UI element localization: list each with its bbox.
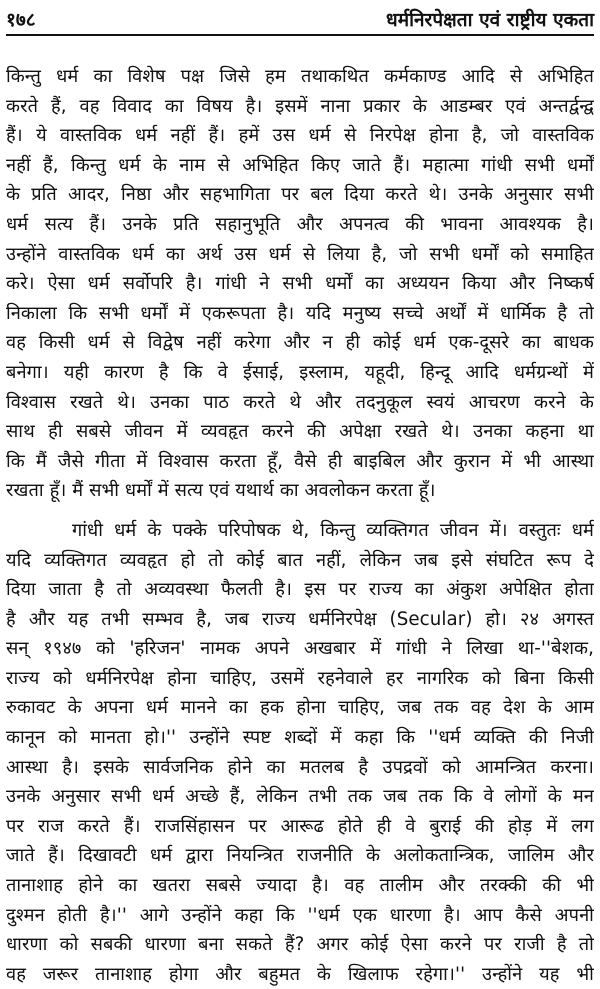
page-header: [6, 4, 594, 36]
text-line: धारणा को सबकी धारणा बना सकते हैं? अगर कोई ऐसा करने पर राजी है तो: [6, 934, 594, 956]
text-line: करते हैं, वह विवाद का विषय है। इसमें नाना प्रकार के आडम्बर एवं अन्तर्द्वन्द्व: [6, 95, 594, 117]
text-line: कानून को मानता हो।'' उन्होंने स्पष्ट शब्दों में कहा कि ''धर्म व्यक्ति की निजी: [6, 727, 594, 749]
text-line: कि मैं जैसे गीता में विश्वास करता हूँ, वैसे ही बाइबिल और कुरान में भी आस्था: [6, 450, 594, 472]
text-line: निकाला कि सभी धर्मों में एकरूपता है। यदि मनुष्य सच्चे अर्थों में धार्मिक है तो: [6, 302, 594, 324]
text-line: तानाशाह होने का खतरा सबसे ज्यादा है। वह तालीम और तरक्की की भी: [6, 875, 594, 897]
running-title: धर्मनिरपेक्षता एवं राष्ट्रीय एकता: [386, 9, 594, 31]
text-line: दुश्मन होती है।'' आगे उन्होंने कहा कि ''धर्म एक धारणा है। आप कैसे अपनी: [6, 904, 594, 926]
page-number: १७८: [6, 9, 36, 31]
text-line: उनके अनुसार सभी धर्म अच्छे हैं, लेकिन तभी तक जब तक कि वे लोगों के मन: [6, 786, 594, 808]
body-text: [6, 62, 594, 989]
text-line: वह किसी धर्म से विद्वेष नहीं करेगा और न ही कोई धर्म एक-दूसरे का बाधक: [6, 332, 594, 354]
text-line: गांधी धर्म के पक्के परिपोषक थे, किन्तु व्यक्तिगत जीवन में। वस्तुतः धर्म: [72, 519, 594, 541]
text-line: उन्होंने वास्तविक धर्म का अर्थ उस धर्म से लिया है, जो सभी धर्मों को समाहित: [6, 243, 594, 265]
text-line: यदि व्यक्तिगत व्यवहृत हो तो कोई बात नहीं, लेकिन जब इसे संघटित रूप दे: [6, 549, 594, 571]
text-line: आस्था है। इसके सार्वजनिक होने का मतलब है उपद्रवों को आमन्त्रित करना।: [6, 756, 594, 778]
text-line: बनेगा। यही कारण है कि वे ईसाई, इस्लाम, यहूदी, हिन्दू आदि धर्मग्रन्थों में: [6, 361, 594, 383]
text-line: करे। ऐसा धर्म सर्वोपरि है। गांधी ने सभी धर्मों का अध्ययन किया और निष्कर्ष: [6, 273, 594, 295]
text-line: साथ ही सबसे जीवन में व्यवहृत करने की अपेक्षा रखते थे। उनका कहना था: [6, 421, 594, 443]
text-line: जाते हैं। दिखावटी धर्म द्वारा नियन्त्रित राजनीति के अलोकतान्त्रिक, जालिम और: [6, 845, 594, 867]
text-line: के प्रति आदर, निष्ठा और सहभागिता पर बल दिया करते थे। उनके अनुसार सभी: [6, 184, 594, 206]
text-line: किन्तु धर्म का विशेष पक्ष जिसे हम तथाकथित कर्मकाण्ड आदि से अभिहित: [6, 66, 594, 87]
text-line: रुकावट के अपना धर्म मानने का हक होना चाहिए, जब तक वह देश के आम: [6, 697, 594, 719]
text-line: राज्य को धर्मनिरपेक्ष होना चाहिए, उसमें रहनेवाले हर नागरिक को बिना किसी: [6, 667, 594, 689]
paragraph-2: [6, 516, 594, 989]
paragraph-1: [6, 62, 594, 506]
text-line: वह जरूर तानाशाह होगा और बहुमत के खिलाफ रहेगा।'' उन्होंने यह भी: [6, 963, 594, 985]
text-line: धर्म सत्य हैं। उनके प्रति सहानुभूति और अपनत्व की भावना आवश्यक है।: [6, 213, 594, 235]
text-line: रखता हूँ। मैं सभी धर्मों में सत्य एवं यथार्थ का अवलोकन करता हूँ।: [6, 480, 436, 502]
text-line: दिया जाता है तो अव्यवस्था फैलती है। इस पर राज्य का अंकुश अपेक्षित होता: [6, 579, 594, 601]
text-line: विश्वास रखते थे। उनका पाठ करते थे और तदनुकूल स्वयं आचरण करने के: [6, 391, 594, 413]
text-line: सन् १९४७ को 'हरिजन' नामक अपने अखबार में गांधी ने लिखा था-''बेशक,: [6, 638, 594, 660]
text-line: नहीं हैं, किन्तु धर्म के नाम से अभिहित किए जाते हैं। महात्मा गांधी सभी धर्मों: [6, 154, 594, 176]
text-line: हैं। ये वास्तविक धर्म नहीं हैं। हमें उस धर्म से निरपेक्ष होना है, जो वास्तविक: [6, 125, 594, 147]
text-line: पर राज करते हैं। राजसिंहासन पर आरूढ होते ही वे बुराई की होड़ में लग: [6, 815, 594, 837]
text-line: है और यह तभी सम्भव है, जब राज्य धर्मनिरपेक्ष (Secular) हो। २४ अगस्त: [6, 608, 594, 630]
